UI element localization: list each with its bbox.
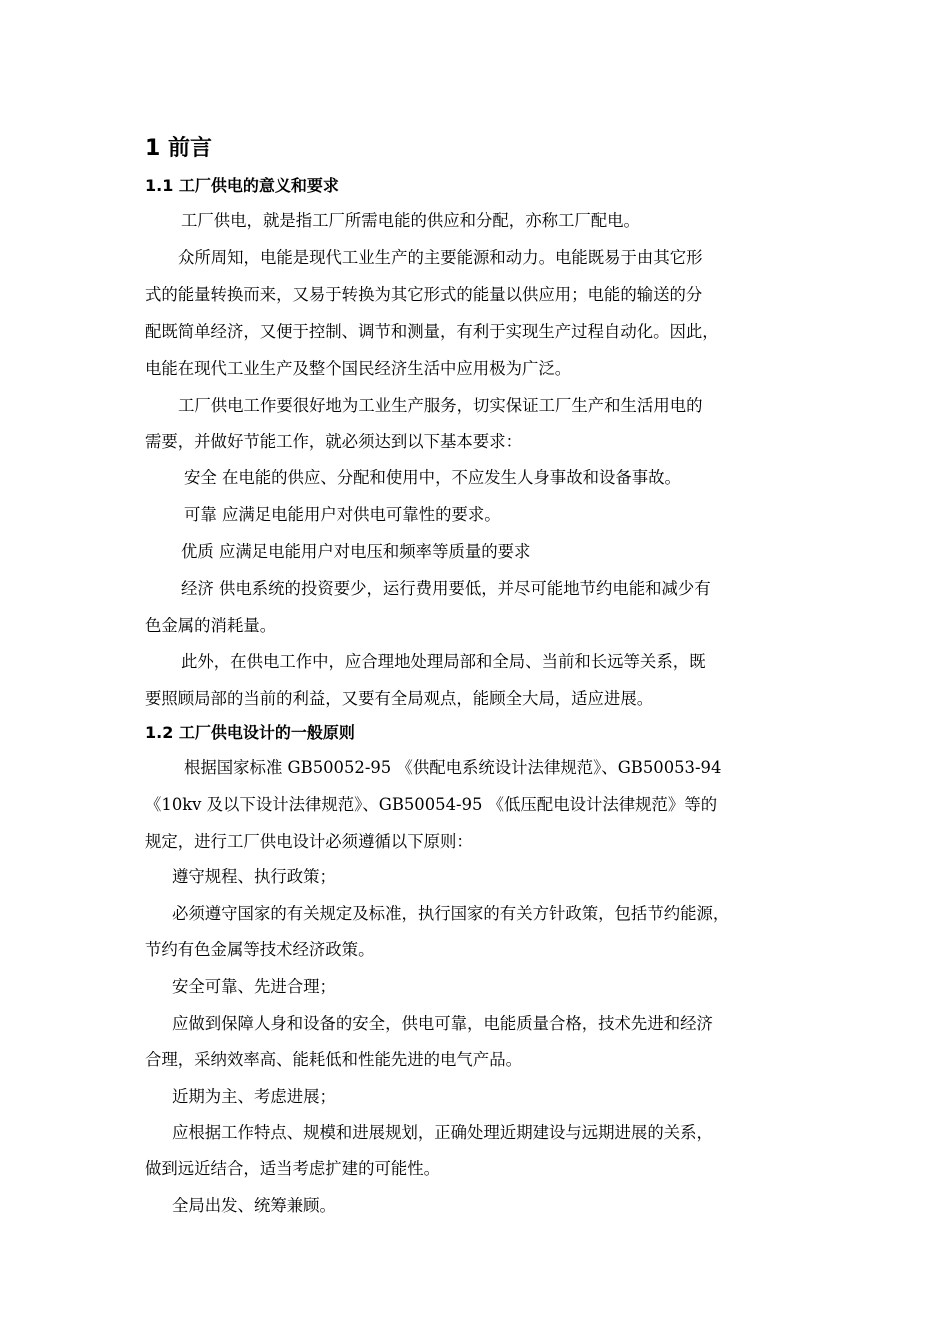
paragraph-line: 必须遵守国家的有关规定及标准，执行国家的有关方针政策，包括节约能源，	[172, 904, 730, 923]
paragraph-line: 应做到保障人身和设备的安全，供电可靠，电能质量合格，技术先进和经济	[172, 1014, 713, 1033]
paragraph-line: 节约有色金属等技术经济政策。	[145, 940, 375, 959]
paragraph-line: 需要，并做好节能工作，就必须达到以下基本要求：	[145, 432, 522, 451]
requirement-safety: 安全 在电能的供应、分配和使用中，不应发生人身事故和设备事故。	[184, 468, 681, 487]
paragraph-line: 配既简单经济，又便于控制、调节和测量，有利于实现生产过程自动化。因此，	[145, 322, 719, 341]
section-heading-1-2: 1.2 工厂供电设计的一般原则	[145, 723, 355, 742]
chapter-title: 1 前言	[145, 136, 212, 161]
paragraph-line: 根据国家标准 GB50052-95 《供配电系统设计法律规范》、GB50053-94	[184, 758, 722, 777]
principle-heading: 安全可靠、先进合理；	[172, 977, 336, 996]
requirement-quality: 优质 应满足电能用户对电压和频率等质量的要求	[181, 542, 531, 561]
paragraph-line: 规定，进行工厂供电设计必须遵循以下原则：	[145, 832, 473, 851]
paragraph-line: 要照顾局部的当前的利益，又要有全局观点，能顾全大局，适应进展。	[145, 689, 654, 708]
paragraph-line: 电能在现代工业生产及整个国民经济生活中应用极为广泛。	[145, 359, 572, 378]
paragraph-line: 做到远近结合，适当考虑扩建的可能性。	[145, 1159, 441, 1178]
paragraph-line: 应根据工作特点、规模和进展规划，正确处理近期建设与远期进展的关系，	[172, 1123, 713, 1142]
paragraph-line: 此外，在供电工作中，应合理地处理局部和全局、当前和长远等关系，既	[181, 652, 706, 671]
principle-heading: 遵守规程、执行政策；	[172, 867, 336, 886]
paragraph-line: 式的能量转换而来，又易于转换为其它形式的能量以供应用；电能的输送的分	[145, 285, 703, 304]
paragraph-line: 《10kv 及以下设计法律规范》、GB50054-95 《低压配电设计法律规范》等的	[145, 795, 718, 814]
section-heading-1-1: 1.1 工厂供电的意义和要求	[145, 176, 339, 195]
requirement-economy: 经济 供电系统的投资要少，运行费用要低，并尽可能地节约电能和减少有	[181, 579, 711, 598]
paragraph-line: 众所周知，电能是现代工业生产的主要能源和动力。电能既易于由其它形	[178, 248, 703, 267]
paragraph-line: 工厂供电，就是指工厂所需电能的供应和分配，亦称工厂配电。	[181, 211, 640, 230]
paragraph-line: 色金属的消耗量。	[145, 616, 277, 635]
requirement-reliability: 可靠 应满足电能用户对供电可靠性的要求。	[184, 505, 501, 524]
principle-heading: 全局出发、统筹兼顾。	[172, 1196, 336, 1215]
paragraph-line: 工厂供电工作要很好地为工业生产服务，切实保证工厂生产和生活用电的	[178, 396, 703, 415]
paragraph-line: 合理，采纳效率高、能耗低和性能先进的电气产品。	[145, 1050, 522, 1069]
principle-heading: 近期为主、考虑进展；	[172, 1087, 336, 1106]
